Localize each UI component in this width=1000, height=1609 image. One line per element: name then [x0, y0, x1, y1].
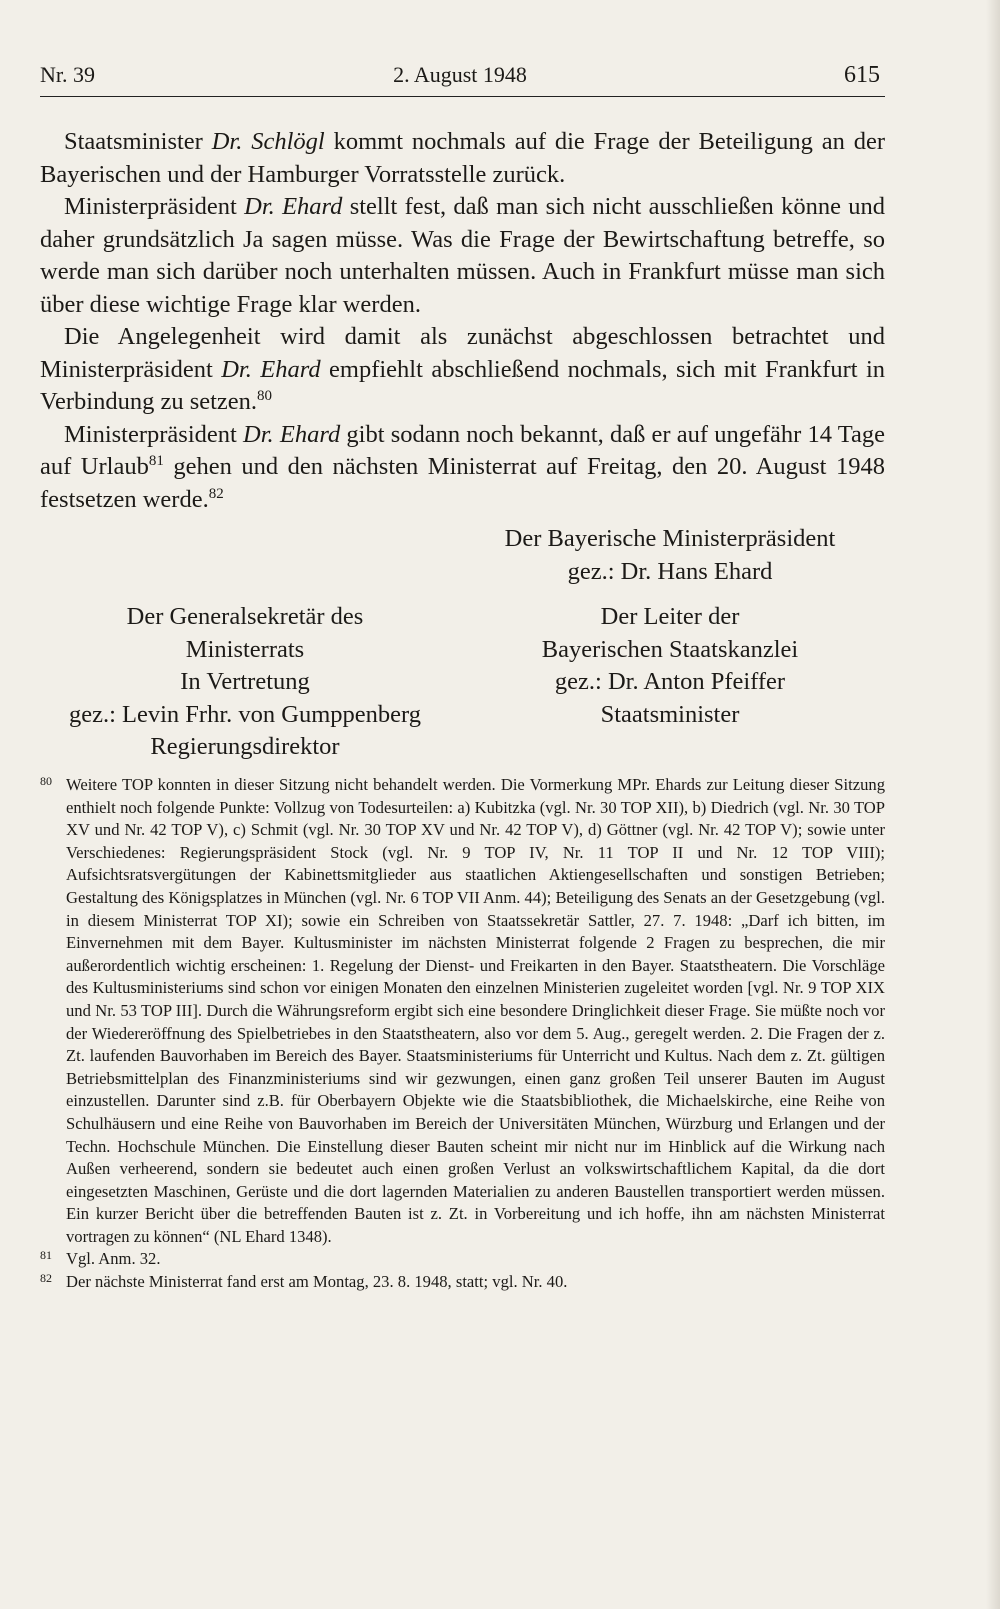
footnote-text: Weitere TOP konnten in dieser Sitzung nicht behandelt werden. Die Vormerkung MPr. Ehards zur Leitung dieser Sitzung enthielt noch folgende Punkte: Vollzug von Todesurteilen: a) Kubitzka (vgl. Nr. 30 TOP XII), b) Diedrich (vgl. Nr. 30 TOP XV und Nr. 42 TOP V), c) Schmit (vgl. Nr. 30 TOP XV und Nr. 42 TOP V), d) Göttner (vgl. Nr. 42 TOP V); sowie unter Verschiedenes: Regierungspräsident Stock (vgl. Nr. 9 TOP IV, Nr. 11 TOP II und Nr. 12 TOP VIII); Aufsichtsratsvergütungen der Kabinettsmitglieder aus staatlichen Aktiengesellschaften und sonstigen Betrieben; Gestaltung des Königsplatzes in München (vgl. Nr. 6 TOP VII Anm. 44); Beteiligung des Senats an der Gesetzgebung (vgl. in diesem Ministerrat TOP XI); sowie ein Schreiben von Staatssekretär Sattler, 27. 7. 1948: „Darf ich bitten, im Einvernehmen mit dem Bayer. Kultusminister im nächsten Ministerrat folgende 2 Fragen zu besprechen, die mir außerordentlich wichtig erscheinen: 1. Regelung der Dienst- und Freikarten in den Bayer. Staatstheatern. Die Vorschläge des Kultusministeriums sind schon vor einigen Monaten den einzelnen Ministerien zugeleitet worden [vgl. Nr. 9 TOP XIX und Nr. 53 TOP III]. Durch die Währungsreform ergibt sich eine besondere Dringlichkeit dieser Frage. Sie müßte noch vor der Wiedereröffnung des Spielbetriebes in den Staatstheatern, also vor dem 5. Aug., geregelt werden. 2. Die Fragen der z. Zt. laufenden Bauvorhaben im Bereich des Bayer. Staatsministeriums für Unterricht und Kultus. Nach dem z. Zt. gültigen Betriebsmittelplan des Finanzministeriums sind wir gezwungen, einen ganz großen Teil unserer Bauten im August einzustellen. Darunter sind z.B. für Oberbayern Objekte wie die Staatsbibliothek, die Michaelskirche, eine Reihe von Schulhäusern und eine Reihe von Bauvorhaben im Bereich der Universitäten München, Würzburg und Erlangen und der Techn. Hochschule München. Die Einstellung dieser Bauten scheint mir nicht nur im Hinblick auf die Wirkung nach Außen verheerend, sondern sie bedeutet auch einen großen Verlust an volkswirtschaftlichem Kapital, da die dort eingesetzten Maschinen, Gerüste und die dort lagernden Materialien zu anderen Baustellen transportiert werden müssen. Ein kurzer Bericht über die betreffenden Bauten ist z. Zt. in Vorbereitung und ich hoffe, ihn am nächsten Ministerrat vortragen zu können“ (NL Ehard 1348). — [66, 775, 885, 1246]
document-date: 2. August 1948 — [393, 62, 527, 87]
signature-generalsekretaer — [40, 601, 450, 764]
signature-staatskanzlei — [430, 601, 910, 731]
paragraph: Ministerpräsident Dr. Ehard stellt fest, daß man sich nicht ausschließen könne und daher grundsätzlich Ja sagen müsse. Was die Frage der Bewirtschaftung betreffe, so werde man sich darüber noch unterhalten müssen. Auch in Frankfurt müsse man sich über diese wichtige Frage klar werden. — [40, 193, 886, 318]
signature-line: Staatsminister — [600, 700, 740, 728]
page-edge-shadow — [986, 0, 1000, 1609]
header-rule — [40, 96, 885, 97]
footnote-ref[interactable]: 81 — [148, 453, 164, 469]
footnote-number: 81 — [40, 1248, 52, 1263]
footnotes — [40, 774, 885, 1294]
paragraph: Die Angelegenheit wird damit als zunächst abgeschlossen betrachtet und Ministerpräsident Dr. Ehard empfiehlt abschließend nochmals, sich mit Frankfurt in Verbindung zu setzen.$^{80}$ — [40, 323, 885, 415]
signature-ministerpraesident — [430, 523, 910, 588]
document-number: Nr. 39 — [40, 62, 95, 87]
signature-line: gez.: Levin Frhr. von Gumppenberg — [68, 700, 421, 728]
signature-line: In Vertretung — [180, 668, 310, 695]
person-name: Ehard — [282, 193, 343, 220]
signature-line: Der Generalsekretär des — [126, 603, 364, 630]
footnote-ref[interactable]: 80 — [257, 388, 273, 404]
signature-line: Bayerischen Staatskanzlei — [541, 635, 799, 663]
person-name: Ehard — [279, 420, 341, 448]
footnote — [40, 1271, 885, 1294]
footnote-text: Vgl. Anm. 32. — [66, 1249, 161, 1269]
page-number: 615 — [844, 62, 880, 88]
paragraph: Ministerpräsident Dr. Ehard gibt sodann noch bekannt, daß er auf ungefähr 14 Tage auf Urlaub$^{81}$ gehen und den nächsten Ministerrat auf Freitag, den 20. August 1948 festsetzen werde.$^{82}$ — [40, 420, 885, 513]
footnote-number: 80 — [40, 774, 52, 788]
signature-line: Der Bayerische Ministerpräsident — [504, 525, 836, 552]
person-name: Ehard — [260, 355, 321, 383]
footnote — [40, 774, 885, 1248]
footnote-ref[interactable]: 82 — [208, 485, 224, 502]
main-text — [40, 126, 885, 516]
running-header — [40, 62, 880, 96]
signature-line: Regierungsdirektor — [150, 733, 340, 760]
person-name: Schlögl — [251, 128, 325, 155]
signature-line: Ministerrats — [185, 635, 305, 663]
signature-line: gez.: Dr. Hans Ehard — [567, 557, 773, 585]
footnote-text: Der nächste Ministerrat fand erst am Montag, 23. 8. 1948, statt; vgl. Nr. 40. — [66, 1272, 568, 1292]
signature-line: Der Leiter der — [600, 603, 740, 630]
footnote-number: 82 — [40, 1271, 52, 1286]
footnote — [40, 1248, 885, 1271]
signature-line: gez.: Dr. Anton Pfeiffer — [554, 668, 786, 695]
paragraph: Staatsminister Dr. Schlögl kommt nochmals auf die Frage der Beteiligung an der Bayerischen und der Hamburger Vorratsstelle zurück. — [40, 128, 885, 188]
